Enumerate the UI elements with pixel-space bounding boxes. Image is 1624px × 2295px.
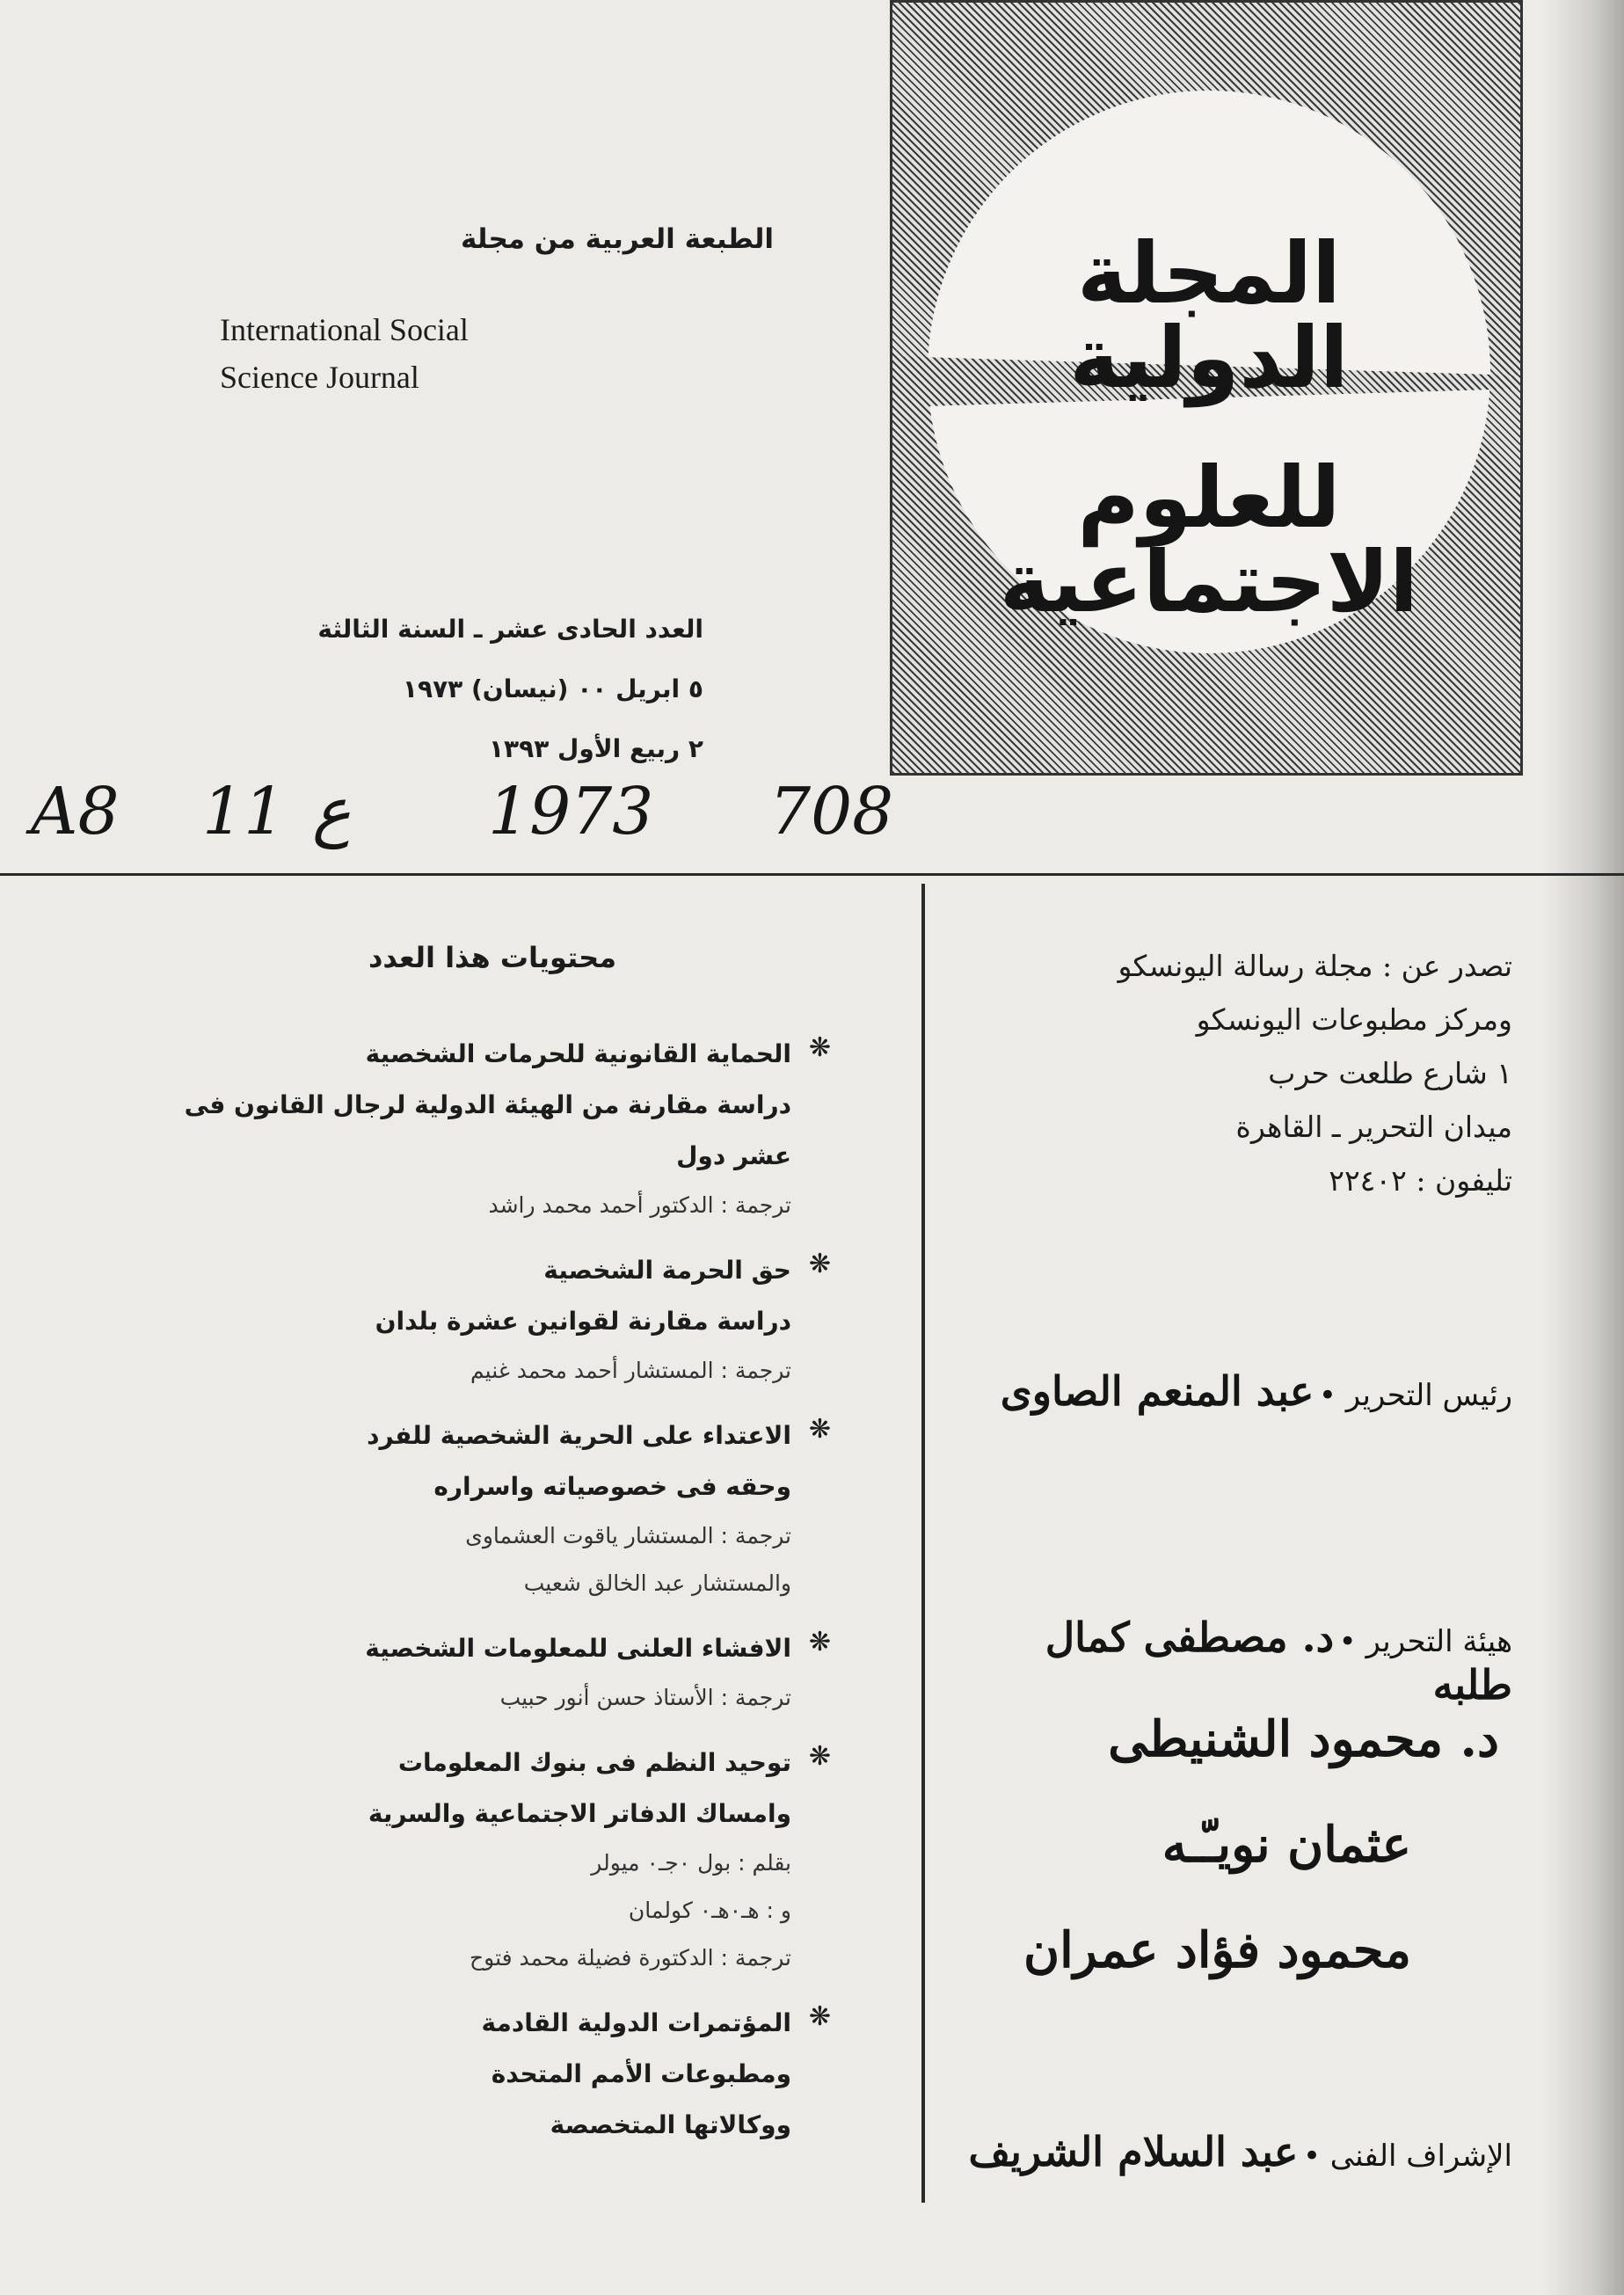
contents-item-title: ومطبوعات الأمم المتحدة [491, 2059, 791, 2088]
contents-item-title: عشر دول [676, 1141, 791, 1170]
editorial-board-line4 [967, 1921, 1512, 1979]
contents-item [154, 1623, 831, 1722]
edition-english-title [220, 306, 469, 401]
contents-heading: محتويات هذا العدد [368, 941, 617, 974]
contents-item-credit: ترجمة : المستشار أحمد محمد غنيم [470, 1358, 791, 1383]
vertical-divider [921, 884, 925, 2203]
contents-list [154, 1029, 831, 2167]
contents-item [154, 1245, 831, 1395]
bullet-icon: ❋ [808, 1627, 831, 1658]
contents-item-credit: بقلم : بول ٠جـ٠ ميولر [591, 1850, 791, 1876]
masthead-title-line1: المجلة الدولية [1069, 224, 1349, 407]
issue-info [220, 600, 703, 779]
edition-english-line2: Science Journal [220, 360, 419, 395]
contents-item-title: الافشاء العلنى للمعلومات الشخصية [365, 1634, 791, 1663]
editorial-board-line2 [967, 1710, 1512, 1768]
publisher-line: ومركز مطبوعات اليونسكو [1196, 1002, 1512, 1037]
contents-item-title: الحماية القانونية للحرمات الشخصية [365, 1039, 791, 1068]
contents-item [154, 1410, 831, 1607]
edition-english-line1: International Social [220, 312, 469, 347]
publisher-line: ميدان التحرير ـ القاهرة [1235, 1110, 1512, 1144]
contents-item-credit: و : هـ٠هـ٠ كولمان [628, 1898, 791, 1923]
board-member: عثمان نويـّـه [1162, 1816, 1411, 1874]
contents-item-title: وامساك الدفاتر الاجتماعية والسرية [368, 1799, 791, 1828]
contents-item-title: توحيد النظم فى بنوك المعلومات [397, 1748, 791, 1777]
contents-item-credit: والمستشار عبد الخالق شعيب [523, 1570, 791, 1596]
contents-item-credit: ترجمة : الدكتورة فضيلة محمد فتوح [470, 1945, 791, 1971]
editorial-board-line1 [967, 1614, 1512, 1708]
bullet-icon: ❋ [808, 2001, 831, 2032]
editor-label: رئيس التحرير • [1318, 1378, 1512, 1413]
archive-year: 1973 [488, 774, 654, 849]
contents-item-title: الاعتداء على الحرية الشخصية للفرد [367, 1421, 791, 1450]
publisher-line: ١ شارع طلعت حرب [1268, 1056, 1512, 1090]
contents-item [154, 1998, 831, 2151]
issue-hijri-date: ٢ ربيع الأول ١٣٩٣ [488, 734, 703, 763]
publisher-info [967, 939, 1512, 1207]
masthead-title-line2: للعلوم الاجتماعية [999, 448, 1419, 631]
archive-code: A8 [31, 774, 120, 849]
issue-gregorian-date: ٥ ابريل ٠٠ (نيسان) ١٩٧٣ [402, 674, 703, 703]
contents-item-title: ووكالاتها المتخصصة [550, 2110, 791, 2139]
publisher-line: تصدر عن : مجلة رسالة اليونسكو [1118, 949, 1512, 983]
masthead-logo [890, 0, 1523, 776]
issue-number-year: العدد الحادى عشر ـ السنة الثالثة [317, 615, 703, 644]
handwritten-archive-note [22, 774, 894, 871]
bullet-icon: ❋ [808, 1414, 831, 1445]
archive-letter: ع [312, 774, 352, 849]
contents-item-title: دراسة مقارنة لقوانين عشرة بلدان [375, 1307, 791, 1336]
board-label: هيئة التحرير • [1338, 1624, 1512, 1659]
contents-item [154, 1029, 831, 1229]
art-director [967, 2128, 1512, 2175]
publisher-line: تليفون : ٢٢٤٠٢ [1329, 1163, 1512, 1198]
editor-name: عبد المنعم الصاوى [1000, 1367, 1314, 1415]
art-name: عبد السلام الشريف [968, 2128, 1299, 2175]
horizontal-divider [0, 873, 1624, 876]
contents-item-title: دراسة مقارنة من الهيئة الدولية لرجال القانون فى [184, 1090, 791, 1119]
archive-issue-number: 11 [202, 774, 286, 849]
contents-item-title: حق الحرمة الشخصية [543, 1256, 791, 1285]
contents-item-title: وحقه فى خصوصياته واسراره [433, 1472, 791, 1501]
archive-ref: 708 [769, 774, 894, 849]
board-member: د. مصطفى كمال طلبه [1045, 1614, 1512, 1708]
editor-in-chief [967, 1367, 1512, 1415]
contents-item-credit: ترجمة : المستشار ياقوت العشماوى [465, 1523, 791, 1548]
art-label: الإشراف الفنى • [1302, 2138, 1512, 2174]
editorial-board-line3 [967, 1816, 1512, 1874]
board-member: د. محمود الشنيطى [1108, 1710, 1499, 1768]
board-member: محمود فؤاد عمران [1023, 1921, 1411, 1979]
contents-item-title: المؤتمرات الدولية القادمة [481, 2008, 791, 2037]
contents-item-credit: ترجمة : الأستاذ حسن أنور حبيب [499, 1685, 791, 1710]
bullet-icon: ❋ [808, 1741, 831, 1772]
bullet-icon: ❋ [808, 1249, 831, 1279]
contents-item-credit: ترجمة : الدكتور أحمد محمد راشد [488, 1192, 791, 1218]
page-edge-shadow [1545, 0, 1624, 2295]
contents-item [154, 1738, 831, 1982]
bullet-icon: ❋ [808, 1032, 831, 1063]
edition-arabic-label: الطبعة العربية من مجلة [460, 223, 774, 255]
